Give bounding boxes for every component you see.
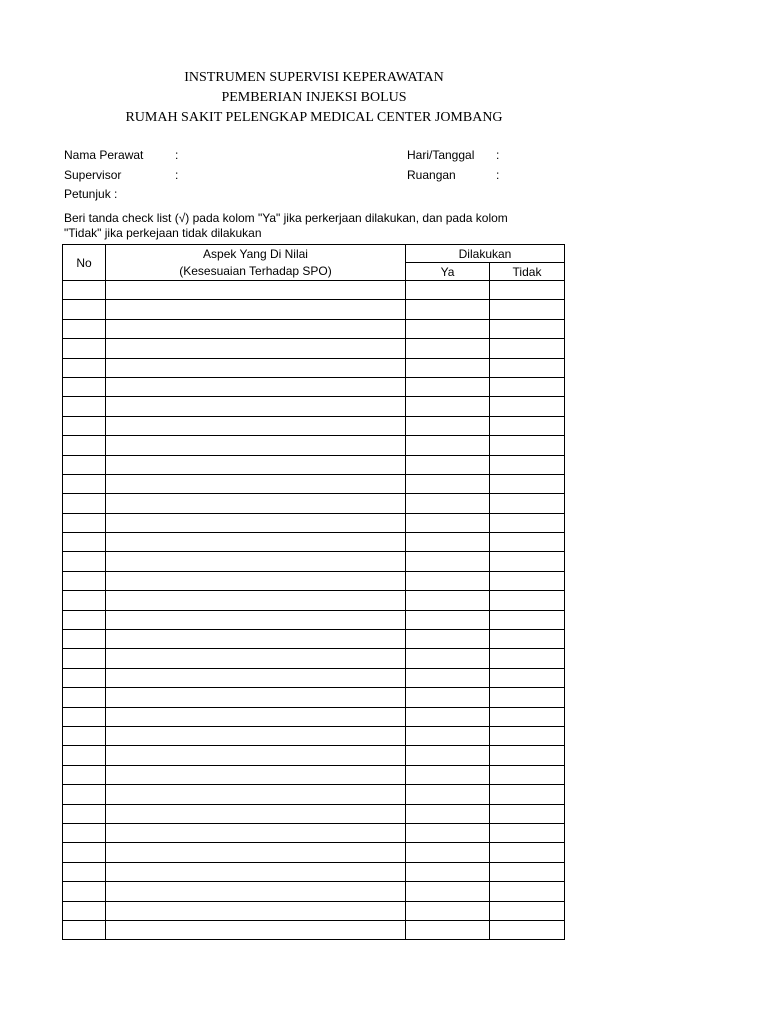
cell-no[interactable]: [63, 281, 106, 300]
cell-aspek[interactable]: [106, 533, 406, 552]
table-row: [63, 377, 565, 396]
cell-aspek[interactable]: [106, 513, 406, 532]
cell-no[interactable]: [63, 688, 106, 707]
cell-no[interactable]: [63, 785, 106, 804]
cell-aspek[interactable]: [106, 688, 406, 707]
cell-ya[interactable]: [406, 823, 490, 842]
table-row: [63, 610, 565, 629]
supervisor-colon: :: [175, 168, 179, 182]
table-row: [63, 668, 565, 687]
cell-aspek[interactable]: [106, 416, 406, 435]
table-row: [63, 862, 565, 881]
cell-ya[interactable]: [406, 377, 490, 396]
table-row: [63, 281, 565, 300]
cell-ya[interactable]: [406, 920, 490, 939]
cell-no[interactable]: [63, 416, 106, 435]
cell-ya[interactable]: [406, 591, 490, 610]
cell-no[interactable]: [63, 455, 106, 474]
table-row: [63, 397, 565, 416]
cell-tidak[interactable]: [490, 358, 565, 377]
cell-no[interactable]: [63, 494, 106, 513]
cell-aspek[interactable]: [106, 668, 406, 687]
title-line-3: RUMAH SAKIT PELENGKAP MEDICAL CENTER JOMBANG: [125, 110, 503, 125]
table-row: [63, 319, 565, 338]
cell-no[interactable]: [63, 533, 106, 552]
table-row: [63, 416, 565, 435]
cell-no[interactable]: [63, 397, 106, 416]
header-aspek-line-1: Aspek Yang Di Nilai: [203, 246, 308, 261]
cell-aspek[interactable]: [106, 300, 406, 319]
cell-ya[interactable]: [406, 416, 490, 435]
cell-ya[interactable]: [406, 436, 490, 455]
cell-aspek[interactable]: [106, 804, 406, 823]
cell-aspek[interactable]: [106, 474, 406, 493]
header-dilakukan: Dilakukan: [406, 245, 565, 263]
table-row: [63, 785, 565, 804]
cell-tidak[interactable]: [490, 688, 565, 707]
header-aspek: [106, 245, 406, 281]
cell-no[interactable]: [63, 552, 106, 571]
cell-tidak[interactable]: [490, 281, 565, 300]
cell-no[interactable]: [63, 649, 106, 668]
cell-aspek[interactable]: [106, 862, 406, 881]
cell-ya[interactable]: [406, 533, 490, 552]
cell-ya[interactable]: [406, 843, 490, 862]
cell-tidak[interactable]: [490, 319, 565, 338]
cell-no[interactable]: [63, 920, 106, 939]
table-row: [63, 726, 565, 745]
cell-ya[interactable]: [406, 494, 490, 513]
cell-ya[interactable]: [406, 746, 490, 765]
table-row: [63, 552, 565, 571]
cell-tidak[interactable]: [490, 901, 565, 920]
instructions-line-1: Beri tanda check list (√) pada kolom "Ya" jika perkerjaan dilakukan, dan pada kolom: [64, 211, 508, 225]
table-row: [63, 746, 565, 765]
cell-ya[interactable]: [406, 668, 490, 687]
cell-aspek[interactable]: [106, 765, 406, 784]
cell-tidak[interactable]: [490, 494, 565, 513]
cell-no[interactable]: [63, 843, 106, 862]
cell-ya[interactable]: [406, 901, 490, 920]
cell-tidak[interactable]: [490, 804, 565, 823]
cell-tidak[interactable]: [490, 416, 565, 435]
table-body: [63, 281, 565, 940]
cell-aspek[interactable]: [106, 436, 406, 455]
cell-ya[interactable]: [406, 397, 490, 416]
table-row: [63, 571, 565, 590]
cell-ya[interactable]: [406, 688, 490, 707]
cell-ya[interactable]: [406, 319, 490, 338]
cell-ya[interactable]: [406, 610, 490, 629]
cell-ya[interactable]: [406, 455, 490, 474]
cell-aspek[interactable]: [106, 610, 406, 629]
cell-tidak[interactable]: [490, 300, 565, 319]
nama-perawat-label: Nama Perawat: [64, 148, 144, 162]
hari-tanggal-colon: :: [496, 148, 500, 162]
table-row: [63, 882, 565, 901]
cell-ya[interactable]: [406, 862, 490, 881]
header-ya: Ya: [406, 263, 490, 281]
cell-ya[interactable]: [406, 785, 490, 804]
cell-no[interactable]: [63, 339, 106, 358]
cell-ya[interactable]: [406, 513, 490, 532]
cell-tidak[interactable]: [490, 920, 565, 939]
cell-aspek[interactable]: [106, 591, 406, 610]
cell-aspek[interactable]: [106, 319, 406, 338]
ruangan-label: Ruangan: [407, 168, 456, 182]
cell-ya[interactable]: [406, 765, 490, 784]
table-row: [63, 707, 565, 726]
cell-tidak[interactable]: [490, 746, 565, 765]
cell-no[interactable]: [63, 862, 106, 881]
header-no: No: [63, 245, 106, 281]
cell-aspek[interactable]: [106, 746, 406, 765]
cell-aspek[interactable]: [106, 901, 406, 920]
document-title: [0, 68, 628, 128]
cell-no[interactable]: [63, 474, 106, 493]
cell-no[interactable]: [63, 765, 106, 784]
cell-tidak[interactable]: [490, 533, 565, 552]
cell-no[interactable]: [63, 707, 106, 726]
cell-aspek[interactable]: [106, 707, 406, 726]
cell-tidak[interactable]: [490, 862, 565, 881]
cell-aspek[interactable]: [106, 882, 406, 901]
cell-no[interactable]: [63, 882, 106, 901]
table-row: [63, 591, 565, 610]
cell-no[interactable]: [63, 300, 106, 319]
cell-tidak[interactable]: [490, 436, 565, 455]
cell-ya[interactable]: [406, 281, 490, 300]
cell-tidak[interactable]: [490, 397, 565, 416]
table-row: [63, 533, 565, 552]
table-row: [63, 300, 565, 319]
table-row: [63, 843, 565, 862]
instructions-line-2: "Tidak" jika perkejaan tidak dilakukan: [64, 226, 262, 240]
nama-perawat-colon: :: [175, 148, 179, 162]
supervisor-label: Supervisor: [64, 168, 122, 182]
cell-no[interactable]: [63, 726, 106, 745]
cell-ya[interactable]: [406, 474, 490, 493]
cell-ya[interactable]: [406, 630, 490, 649]
cell-no[interactable]: [63, 610, 106, 629]
cell-aspek[interactable]: [106, 358, 406, 377]
title-line-2: PEMBERIAN INJEKSI BOLUS: [221, 90, 407, 105]
hari-tanggal-label: Hari/Tanggal: [407, 148, 475, 162]
cell-no[interactable]: [63, 823, 106, 842]
petunjuk-label: Petunjuk :: [64, 187, 118, 201]
table-row: [63, 436, 565, 455]
cell-ya[interactable]: [406, 300, 490, 319]
instructions: [64, 211, 554, 241]
cell-tidak[interactable]: [490, 649, 565, 668]
table-row: [63, 765, 565, 784]
table-row: [63, 688, 565, 707]
cell-no[interactable]: [63, 571, 106, 590]
cell-aspek[interactable]: [106, 823, 406, 842]
cell-tidak[interactable]: [490, 339, 565, 358]
cell-aspek[interactable]: [106, 552, 406, 571]
cell-ya[interactable]: [406, 552, 490, 571]
cell-tidak[interactable]: [490, 377, 565, 396]
cell-ya[interactable]: [406, 726, 490, 745]
cell-tidak[interactable]: [490, 823, 565, 842]
cell-no[interactable]: [63, 630, 106, 649]
cell-no[interactable]: [63, 668, 106, 687]
cell-aspek[interactable]: [106, 920, 406, 939]
cell-no[interactable]: [63, 377, 106, 396]
table-row: [63, 339, 565, 358]
cell-tidak[interactable]: [490, 455, 565, 474]
cell-no[interactable]: [63, 358, 106, 377]
cell-tidak[interactable]: [490, 513, 565, 532]
cell-tidak[interactable]: [490, 785, 565, 804]
table-row: [63, 920, 565, 939]
table-row: [63, 804, 565, 823]
table-row: [63, 901, 565, 920]
cell-aspek[interactable]: [106, 649, 406, 668]
cell-aspek[interactable]: [106, 630, 406, 649]
header-aspek-line-2: (Kesesuaian Terhadap SPO): [179, 263, 332, 278]
cell-no[interactable]: [63, 746, 106, 765]
cell-no[interactable]: [63, 513, 106, 532]
cell-tidak[interactable]: [490, 843, 565, 862]
table-row: [63, 494, 565, 513]
cell-tidak[interactable]: [490, 591, 565, 610]
cell-aspek[interactable]: [106, 281, 406, 300]
cell-ya[interactable]: [406, 882, 490, 901]
table-row: [63, 630, 565, 649]
cell-aspek[interactable]: [106, 494, 406, 513]
cell-ya[interactable]: [406, 339, 490, 358]
cell-no[interactable]: [63, 436, 106, 455]
cell-tidak[interactable]: [490, 571, 565, 590]
cell-tidak[interactable]: [490, 668, 565, 687]
cell-aspek[interactable]: [106, 455, 406, 474]
cell-tidak[interactable]: [490, 552, 565, 571]
table-row: [63, 358, 565, 377]
cell-aspek[interactable]: [106, 843, 406, 862]
cell-aspek[interactable]: [106, 571, 406, 590]
cell-aspek[interactable]: [106, 339, 406, 358]
header-tidak: Tidak: [490, 263, 565, 281]
cell-ya[interactable]: [406, 804, 490, 823]
table-row: [63, 649, 565, 668]
table-row: [63, 455, 565, 474]
table-row: [63, 823, 565, 842]
supervision-table: [62, 244, 565, 940]
cell-aspek[interactable]: [106, 377, 406, 396]
cell-tidak[interactable]: [490, 610, 565, 629]
cell-no[interactable]: [63, 591, 106, 610]
cell-ya[interactable]: [406, 358, 490, 377]
cell-tidak[interactable]: [490, 630, 565, 649]
cell-no[interactable]: [63, 319, 106, 338]
cell-ya[interactable]: [406, 649, 490, 668]
cell-tidak[interactable]: [490, 726, 565, 745]
cell-tidak[interactable]: [490, 707, 565, 726]
cell-ya[interactable]: [406, 707, 490, 726]
table-row: [63, 513, 565, 532]
cell-ya[interactable]: [406, 571, 490, 590]
cell-tidak[interactable]: [490, 765, 565, 784]
cell-aspek[interactable]: [106, 397, 406, 416]
ruangan-colon: :: [496, 168, 500, 182]
title-line-1: INSTRUMEN SUPERVISI KEPERAWATAN: [184, 70, 444, 85]
cell-no[interactable]: [63, 804, 106, 823]
table-row: [63, 474, 565, 493]
cell-tidak[interactable]: [490, 474, 565, 493]
cell-tidak[interactable]: [490, 882, 565, 901]
cell-aspek[interactable]: [106, 785, 406, 804]
cell-aspek[interactable]: [106, 726, 406, 745]
cell-no[interactable]: [63, 901, 106, 920]
